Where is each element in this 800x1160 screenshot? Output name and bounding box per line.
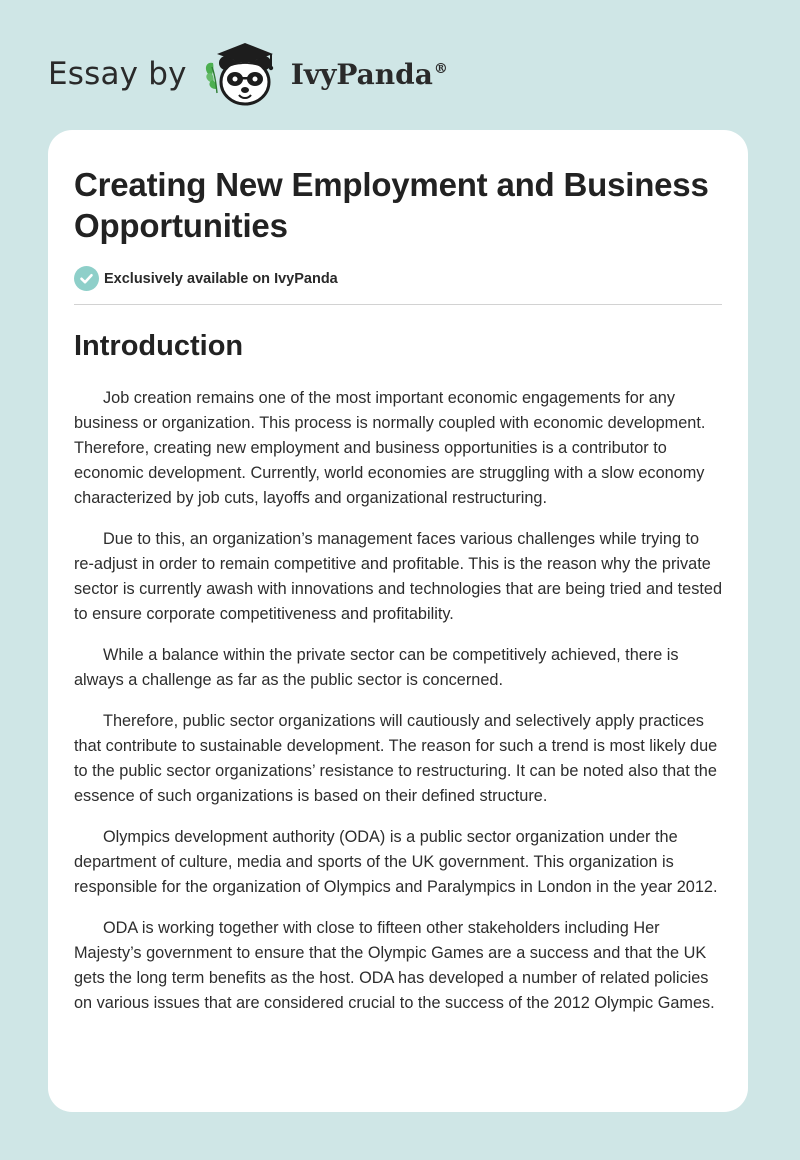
exclusive-badge: [74, 266, 722, 291]
paragraph: Olympics development authority (ODA) is a public sector organization under the department of culture, media and sports of the UK government. This organization is responsible for the organization of Olympics and Paralympics in London in the year 2012.: [74, 828, 718, 896]
section-heading: Introduction: [74, 330, 244, 362]
paragraph: While a balance within the private sector can be competitively achieved, there is always a challenge as far as the public sector is concerned.: [74, 646, 679, 689]
essay-body: [74, 386, 722, 1016]
panda-graduate-logo-icon: [201, 37, 289, 111]
essay-card: [48, 130, 748, 1112]
paragraph: Job creation remains one of the most important economic engagements for any business or organization. This process is normally coupled with economic development. Therefore, creating new employment and business opportunities is a contributor to economic development. Currently, world economies are struggling with a slow economy characterized by job cuts, layoffs and organizational restructuring.: [74, 389, 706, 507]
paragraph: Therefore, public sector organizations will cautiously and selectively apply practices that contribute to sustainable development. The reason for such a trend is most likely due to the public sector organizations’ resistance to restructuring. It can be noted also that the essence of such organizations is based on their defined structure.: [74, 712, 718, 805]
brand-name: IvyPanda®: [290, 57, 448, 91]
check-circle-icon: [74, 266, 99, 291]
brand-header[interactable]: [48, 34, 448, 114]
divider: [74, 304, 722, 305]
registered-mark: ®: [433, 61, 448, 78]
paragraph: Due to this, an organization’s management faces various challenges while trying to re-adjust in order to remain competitive and profitable. This is the reason why the private sector is currently awash with innovations and technologies that are being tried and tested to ensure corporate competitiveness and profitability.: [74, 530, 723, 623]
brand-prefix: Essay by: [48, 56, 187, 92]
paragraph: ODA is working together with close to fifteen other stakeholders including Her Majesty’s government to ensure that the Olympic Games are a success and that the UK gets the long term benefits as the host. ODA has developed a number of related policies on various issues that are considered crucial to the success of the 2012 Olympic Games.: [74, 919, 715, 1012]
essay-title: Creating New Employment and Business Opportunities: [74, 166, 709, 244]
badge-text: Exclusively available on IvyPanda: [104, 270, 338, 287]
